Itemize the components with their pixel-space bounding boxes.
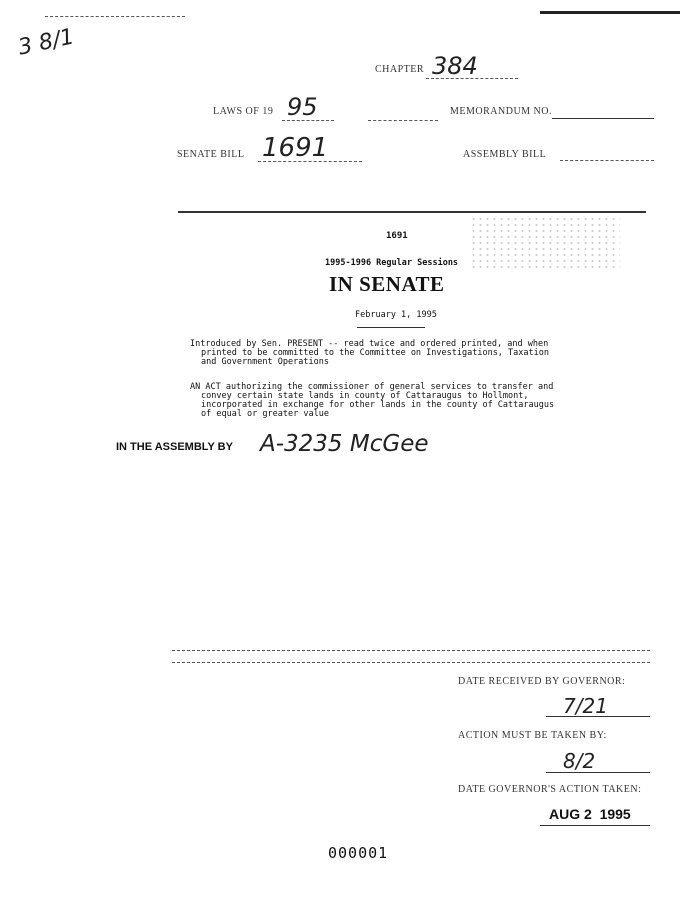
laws-underline-2 <box>368 120 438 121</box>
memorandum-underline <box>552 118 654 119</box>
senate-bill-label: SENATE BILL <box>177 149 245 160</box>
top-edge-line <box>45 16 185 17</box>
introduced-line-2: printed to be committed to the Committee on Investigations, Taxation <box>201 348 549 358</box>
act-line-1: AN ACT authorizing the commissioner of general services to transfer and <box>190 382 554 392</box>
page-number: 000001 <box>328 844 389 862</box>
act-line-4: of equal or greater value <box>201 409 329 419</box>
act-line-2: convey certain state lands in county of Cattaraugus to Hollmont, <box>201 391 529 401</box>
assembly-bill-underline <box>560 160 654 161</box>
session-text: 1995-1996 Regular Sessions <box>325 258 459 268</box>
date-underline <box>357 327 425 328</box>
memorandum-label: MEMORANDUM NO. <box>450 106 553 117</box>
date-received-label: DATE RECEIVED BY GOVERNOR: <box>458 676 626 687</box>
introduced-line-1: Introduced by Sen. PRESENT -- read twice and ordered printed, and when <box>190 339 549 349</box>
chamber-heading: IN SENATE <box>329 272 445 296</box>
lower-separator-1 <box>172 650 650 651</box>
senate-bill-underline <box>258 161 362 162</box>
chapter-label: CHAPTER <box>375 64 425 75</box>
assembly-handwritten: A-3235 McGee <box>260 431 429 457</box>
corner-handwritten-note: 3 8/1 <box>16 24 77 61</box>
laws-value: 95 <box>287 93 318 121</box>
assembly-label: IN THE ASSEMBLY BY <box>116 441 233 453</box>
action-by-underline <box>546 772 650 773</box>
chapter-underline <box>426 78 518 79</box>
lower-separator-2 <box>172 662 650 663</box>
date-received-value: 7/21 <box>563 694 608 718</box>
date-received-underline <box>546 716 650 717</box>
act-line-3: incorporated in exchange for other lands in the county of Cattaraugus <box>201 400 555 410</box>
top-edge-line-right <box>540 11 680 14</box>
laws-underline <box>282 120 334 121</box>
action-taken-label: DATE GOVERNOR'S ACTION TAKEN: <box>458 784 642 795</box>
laws-label: LAWS OF 19 <box>213 106 274 117</box>
header-separator <box>178 211 646 213</box>
scan-noise <box>470 216 620 271</box>
chapter-value: 384 <box>432 52 478 80</box>
action-by-value: 8/2 <box>563 749 596 773</box>
action-taken-stamp: AUG 2 1995 <box>549 806 631 822</box>
bill-number: 1691 <box>386 231 408 241</box>
action-taken-underline <box>540 825 650 826</box>
senate-bill-value: 1691 <box>262 133 329 163</box>
introduced-line-3: and Government Operations <box>201 357 329 367</box>
action-by-label: ACTION MUST BE TAKEN BY: <box>458 730 607 741</box>
assembly-bill-label: ASSEMBLY BILL <box>463 149 547 160</box>
introduction-date: February 1, 1995 <box>355 310 437 320</box>
